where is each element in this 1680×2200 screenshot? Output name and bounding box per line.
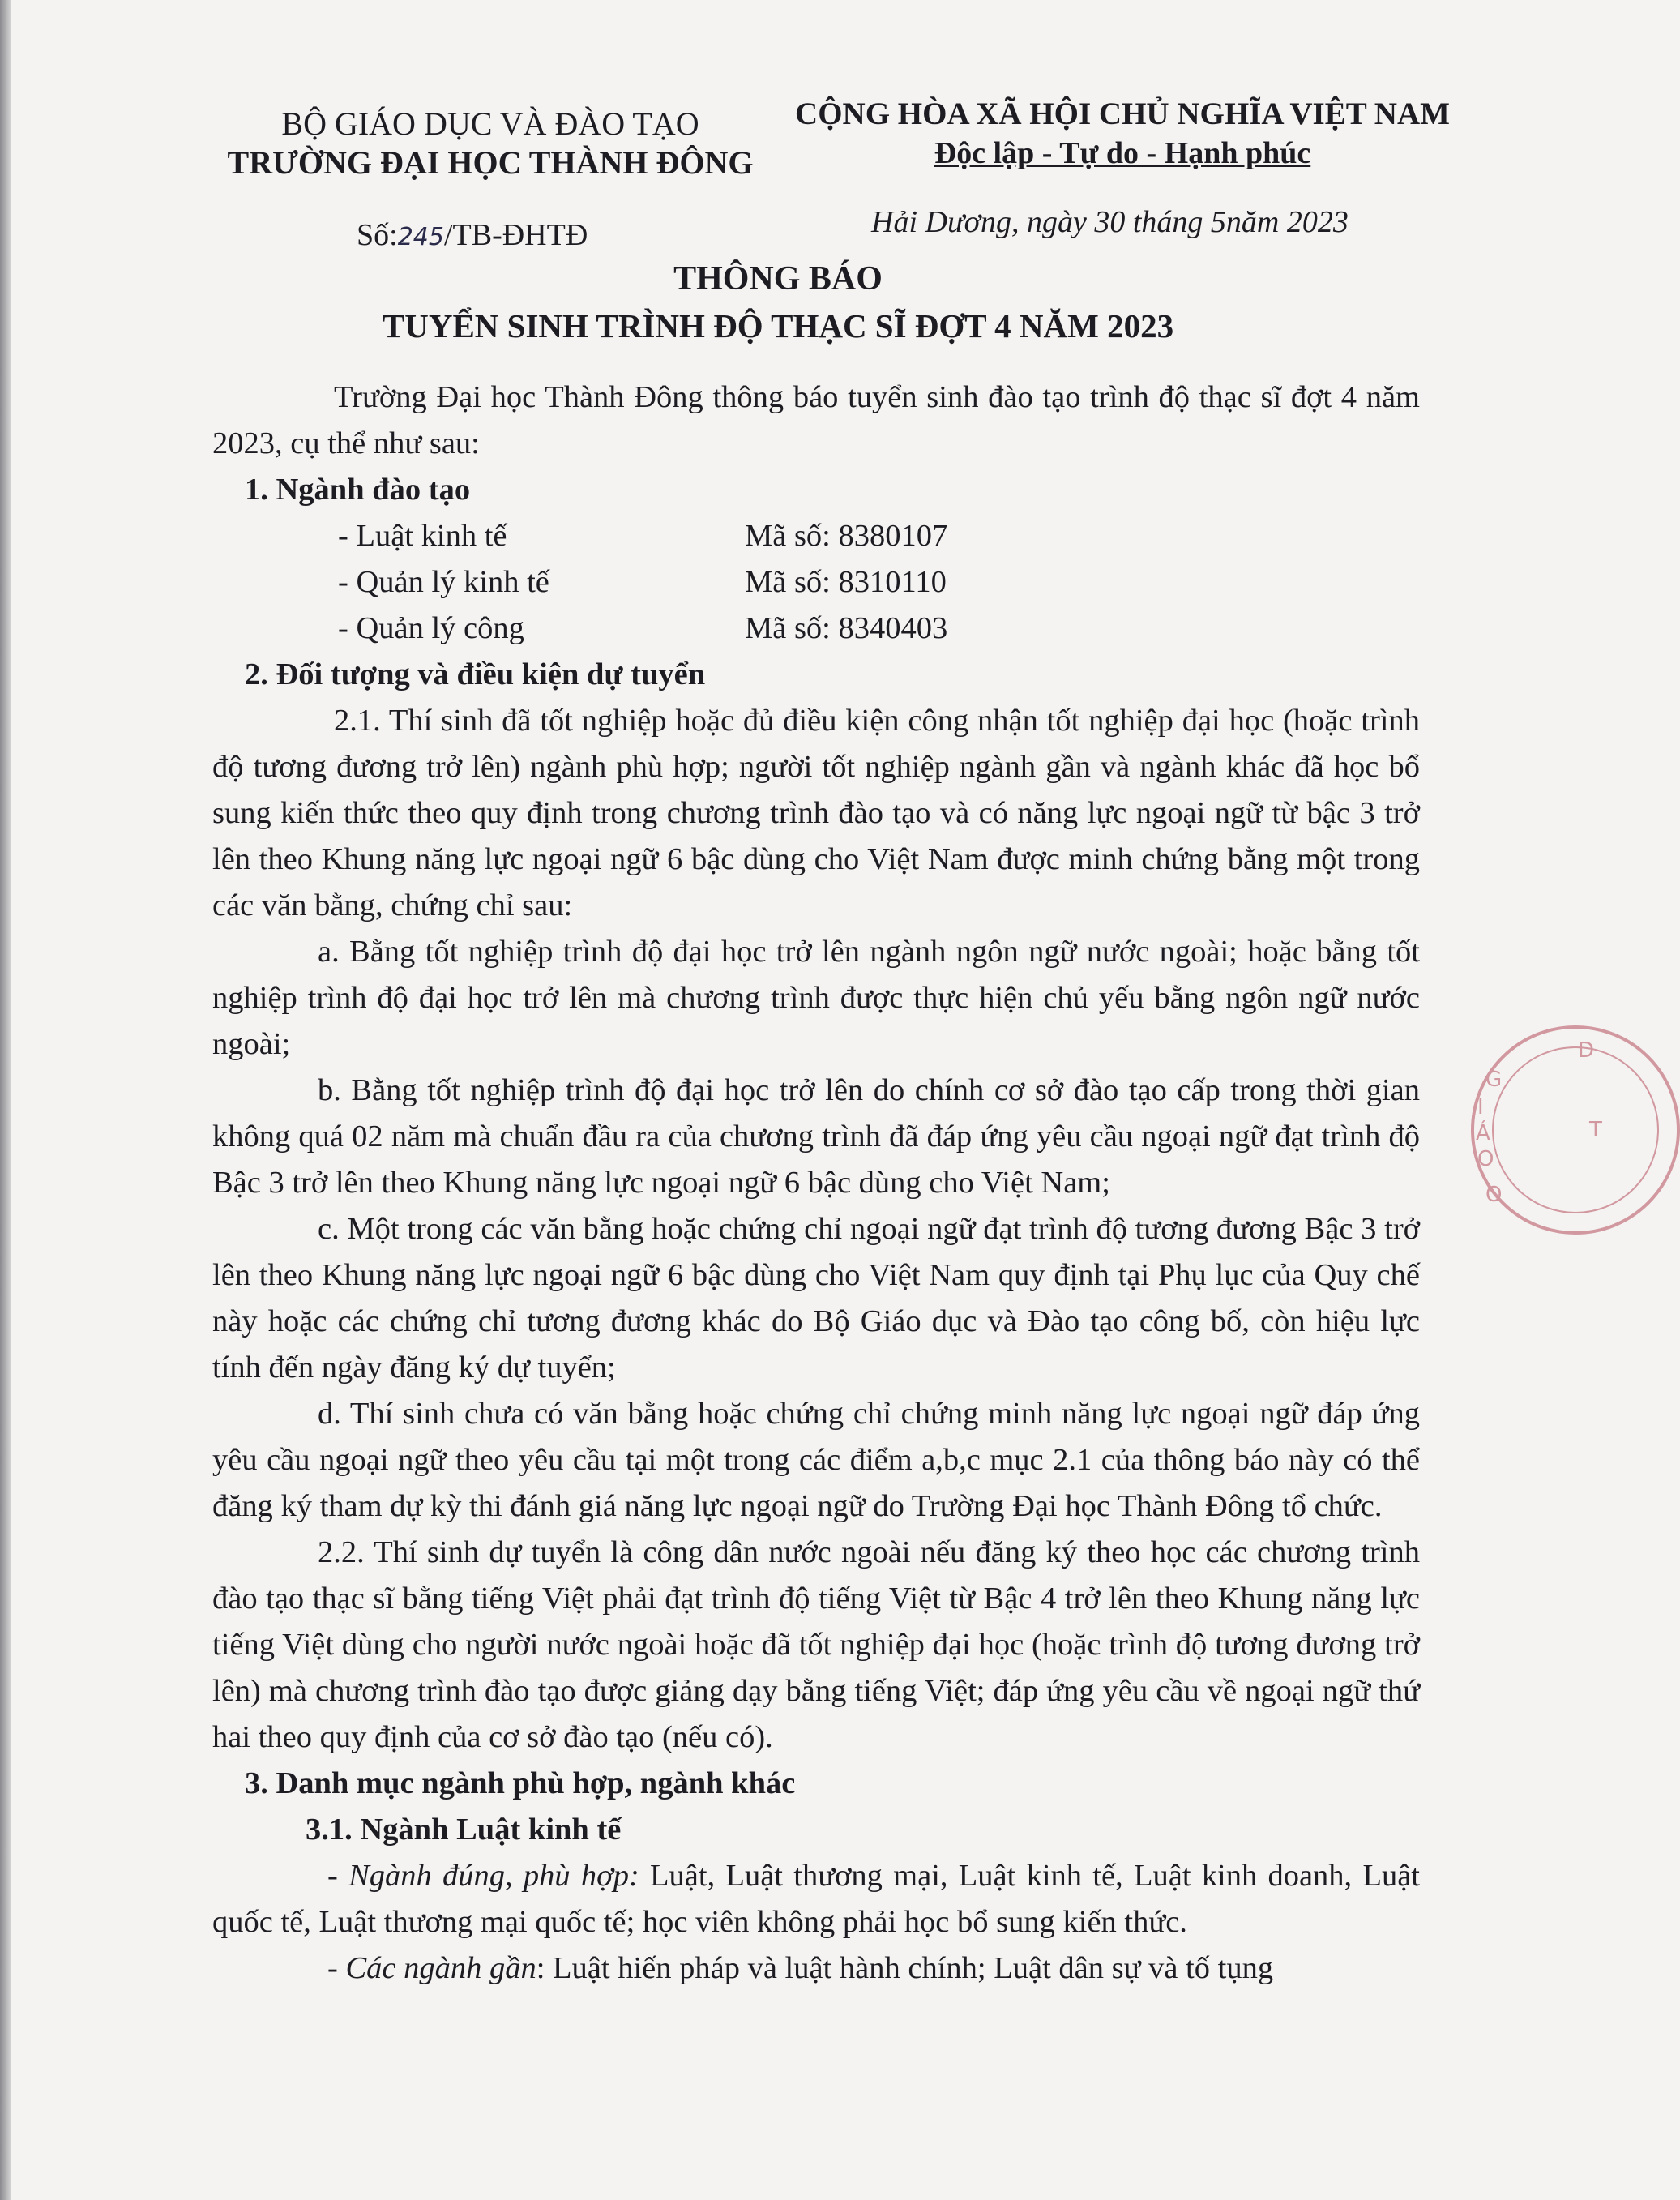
- section-1-heading: 1. Ngành đào tạo: [245, 473, 471, 507]
- ministry-name: BỘ GIÁO DỤC VÀ ĐÀO TẠO: [281, 105, 699, 142]
- item-b: b. Bằng tốt nghiệp trình độ đại học trở lên do chính cơ sở đào tạo cấp trong thời gian không quá 02 năm mà chuẩn đầu ra của chương trình đã đáp ứng yêu cầu ngoại ngữ đạt trình độ Bậc 3 trở lên theo Khung năng lực ngoại ngữ 6 bậc dùng cho Việt Nam;: [212, 1073, 1420, 1200]
- motto: Độc lập - Tự do - Hạnh phúc: [934, 136, 1311, 170]
- major-code: Mã số: 8310110: [745, 565, 947, 599]
- issuer-block: [215, 105, 766, 183]
- date-day: 30: [1094, 205, 1126, 239]
- document-body: [212, 375, 1420, 1992]
- major-name: - Quản lý kinh tế: [338, 565, 549, 599]
- item-a: a. Bằng tốt nghiệp trình độ đại học trở lên ngành ngôn ngữ nước ngoài; hoặc bằng tốt nghiệp trình độ đại học trở lên mà chương trình được thực hiện chủ yếu bằng ngôn ngữ nước ngoài;: [212, 935, 1420, 1061]
- ref-number: 245: [397, 223, 444, 251]
- related-text: Luật, Luật thương mại, Luật kinh tế, Luật kinh doanh, Luật quốc tế, Luật thương mại quốc tế; học viên không phải học bổ sung kiến thức.: [212, 1859, 1420, 1939]
- stamp-letter: I: [1477, 1095, 1484, 1119]
- major-name: - Quản lý công: [338, 611, 524, 645]
- date-line: [871, 204, 1349, 240]
- major-row: [212, 559, 1420, 606]
- related-majors-paragraph: [212, 1853, 1420, 1945]
- date-month: 5: [1210, 205, 1226, 239]
- stamp-letter: G: [1485, 1068, 1503, 1092]
- item-d: d. Thí sinh chưa có văn bằng hoặc chứng chỉ chứng minh năng lực ngoại ngữ đáp ứng yêu cầu ngoại ngữ theo yêu cầu tại một trong các điểm a,b,c mục 2.1 của thông báo này có thể đăng ký tham dự kỳ thi đánh giá năng lực ngoại ngữ do Trường Đại học Thành Đông tổ chức.: [212, 1397, 1420, 1523]
- seal-stamp: [1471, 1025, 1680, 1235]
- major-row: [212, 513, 1420, 559]
- near-text: : Luật hiến pháp và luật hành chính; Luật dân sự và tố tụng: [536, 1951, 1274, 1985]
- major-row: [212, 606, 1420, 652]
- near-majors-paragraph: [212, 1945, 1420, 1992]
- school-name: TRƯỜNG ĐẠI HỌC THÀNH ĐÔNG: [227, 144, 754, 181]
- date-part-b: tháng: [1125, 205, 1211, 239]
- major-code: Mã số: 8340403: [745, 611, 948, 645]
- doc-subtitle: TUYỂN SINH TRÌNH ĐỘ THẠC SĨ ĐỢT 4 NĂM 2023: [382, 307, 1174, 345]
- stamp-letter: Á: [1476, 1121, 1490, 1145]
- date-part-c: năm 2023: [1225, 205, 1349, 239]
- stamp-letter: D: [1578, 1038, 1595, 1063]
- related-label: - Ngành đúng, phù hợp:: [327, 1859, 639, 1893]
- paragraph-2-2: 2.2. Thí sinh dự tuyển là công dân nước ngoài nếu đăng ký theo học các chương trình đào tạo thạc sĩ bằng tiếng Việt phải đạt trình độ tiếng Việt từ Bậc 4 trở lên theo Khung năng lực tiếng Việt dùng cho người nước ngoài hoặc đã tốt nghiệp đại học (hoặc trình độ tương đương trở lên) mà chương trình đào tạo được giảng dạy bằng tiếng Việt; đáp ứng yêu cầu về ngoại ngữ thứ hai theo quy định của cơ sở đào tạo (nếu có).: [212, 1535, 1420, 1754]
- date-part-a: Hải Dương, ngày: [871, 205, 1095, 239]
- item-c: c. Một trong các văn bằng hoặc chứng chỉ ngoại ngữ đạt trình độ tương đương Bậc 3 trở lên theo Khung năng lực ngoại ngữ 6 bậc dùng cho Việt Nam quy định tại Phụ lục của Quy chế này hoặc các chứng chỉ tương đương khác do Bộ Giáo dục và Đào tạo công bố, còn hiệu lực tính đến ngày đăng ký dự tuyển;: [212, 1212, 1420, 1385]
- country-name: CỘNG HÒA XÃ HỘI CHỦ NGHĨA VIỆT NAM: [795, 96, 1450, 131]
- section-3-1-heading: 3.1. Ngành Luật kinh tế: [306, 1813, 622, 1847]
- paragraph-2-1: 2.1. Thí sinh đã tốt nghiệp hoặc đủ điều kiện công nhận tốt nghiệp đại học (hoặc trình độ tương đương trở lên) ngành phù hợp; người tốt nghiệp ngành gần và ngành khác đã học bổ sung kiến thức theo quy định trong chương trình đào tạo và có năng lực ngoại ngữ từ bậc 3 trở lên theo Khung năng lực ngoại ngữ 6 bậc dùng cho Việt Nam được minh chứng bằng một trong các văn bằng, chứng chỉ sau:: [212, 704, 1420, 922]
- major-code: Mã số: 8380107: [745, 519, 948, 553]
- section-3-heading: 3. Danh mục ngành phù hợp, ngành khác: [245, 1766, 796, 1800]
- doc-title: THÔNG BÁO: [673, 260, 883, 297]
- stamp-letter: O: [1477, 1147, 1494, 1171]
- intro-paragraph: Trường Đại học Thành Đông thông báo tuyển sinh đào tạo trình độ thạc sĩ đợt 4 năm 2023, cụ thể như sau:: [212, 380, 1420, 460]
- ref-suffix: /TB-ĐHTĐ: [443, 218, 588, 252]
- stamp-letter: T: [1589, 1118, 1602, 1142]
- ref-prefix: Số:: [357, 218, 398, 252]
- major-name: - Luật kinh tế: [338, 519, 507, 553]
- near-label: - Các ngành gần: [327, 1951, 536, 1985]
- national-heading: [790, 96, 1455, 173]
- stamp-letter: O: [1485, 1183, 1503, 1207]
- section-2-heading: 2. Đối tượng và điều kiện dự tuyển: [245, 657, 706, 691]
- document-number: [357, 217, 588, 253]
